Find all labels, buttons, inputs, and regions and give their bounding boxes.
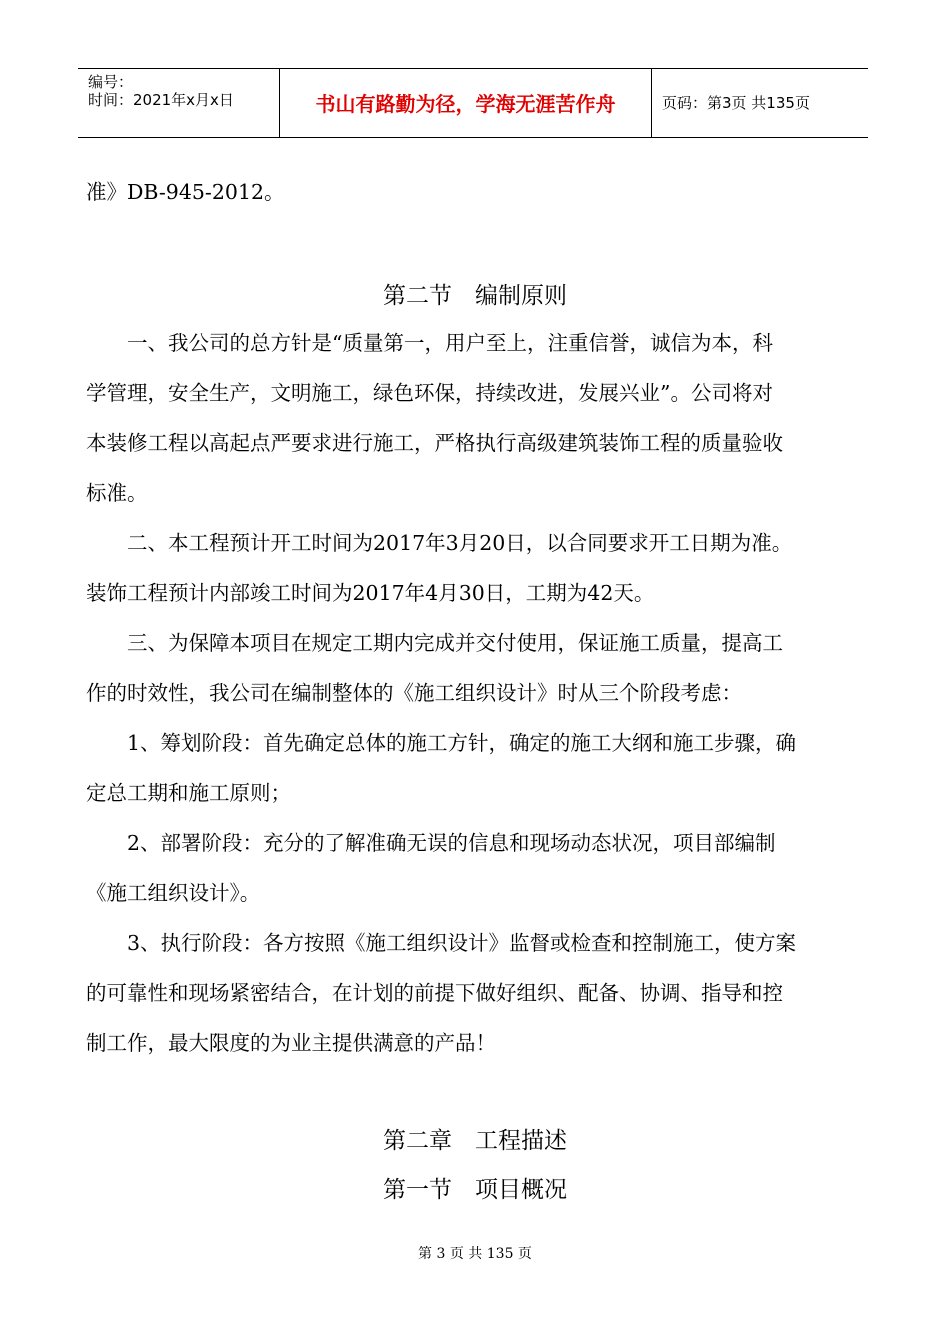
paragraph-line: 二、本工程预计开工时间为2017年3月20日，以合同要求开工日期为准。 xyxy=(86,531,793,555)
paragraph-line: 学管理，安全生产，文明施工，绿色环保，持续改进，发展兴业”。公司将对 xyxy=(86,381,773,405)
header-page-number: 页码：第3页 共135页 xyxy=(662,94,810,112)
paragraph-line: 2、部署阶段：充分的了解准确无误的信息和现场动态状况，项目部编制 xyxy=(86,831,776,855)
paragraph-line: 制工作，最大限度的为业主提供满意的产品！ xyxy=(86,1031,496,1055)
subsection-heading: 第一节 项目概况 xyxy=(383,1177,567,1203)
paragraph-line: 本装修工程以高起点严要求进行施工，严格执行高级建筑装饰工程的质量验收 xyxy=(86,431,783,455)
header-slogan-cell xyxy=(280,69,652,137)
header-slogan: 书山有路勤为径，学海无涯苦作舟 xyxy=(315,92,616,116)
paragraph-line: 1、筹划阶段：首先确定总体的施工方针，确定的施工大纲和施工步骤，确 xyxy=(86,731,797,755)
document-header xyxy=(78,68,868,138)
paragraph-line: 三、为保障本项目在规定工期内完成并交付使用，保证施工质量，提高工 xyxy=(86,631,783,655)
header-page-cell xyxy=(652,69,868,137)
paragraph-line: 定总工期和施工原则； xyxy=(86,781,291,805)
page-footer: 第 3 页 共 135 页 xyxy=(418,1246,532,1262)
paragraph-line: 作的时效性，我公司在编制整体的《施工组织设计》时从三个阶段考虑： xyxy=(86,681,742,705)
paragraph-line: 一、我公司的总方针是“质量第一，用户至上，注重信誉，诚信为本，科 xyxy=(86,331,773,355)
paragraph-line: 标准。 xyxy=(86,481,148,505)
header-info-cell xyxy=(78,69,280,137)
section-heading: 第二节 编制原则 xyxy=(383,283,567,309)
paragraph-line: 的可靠性和现场紧密结合，在计划的前提下做好组织、配备、协调、指导和控 xyxy=(86,981,783,1005)
document-number-label: 编号： xyxy=(88,73,134,91)
chapter-heading: 第二章 工程描述 xyxy=(383,1128,567,1154)
paragraph-line: 装饰工程预计内部竣工时间为2017年4月30日，工期为42天。 xyxy=(86,581,655,605)
paragraph-line: 《施工组织设计》。 xyxy=(86,881,261,905)
paragraph-line: 3、执行阶段：各方按照《施工组织设计》监督或检查和控制施工，使方案 xyxy=(86,931,797,955)
continuation-line: 准》DB-945-2012。 xyxy=(86,180,285,204)
document-date-label: 时间：2021年x月x日 xyxy=(88,91,234,109)
